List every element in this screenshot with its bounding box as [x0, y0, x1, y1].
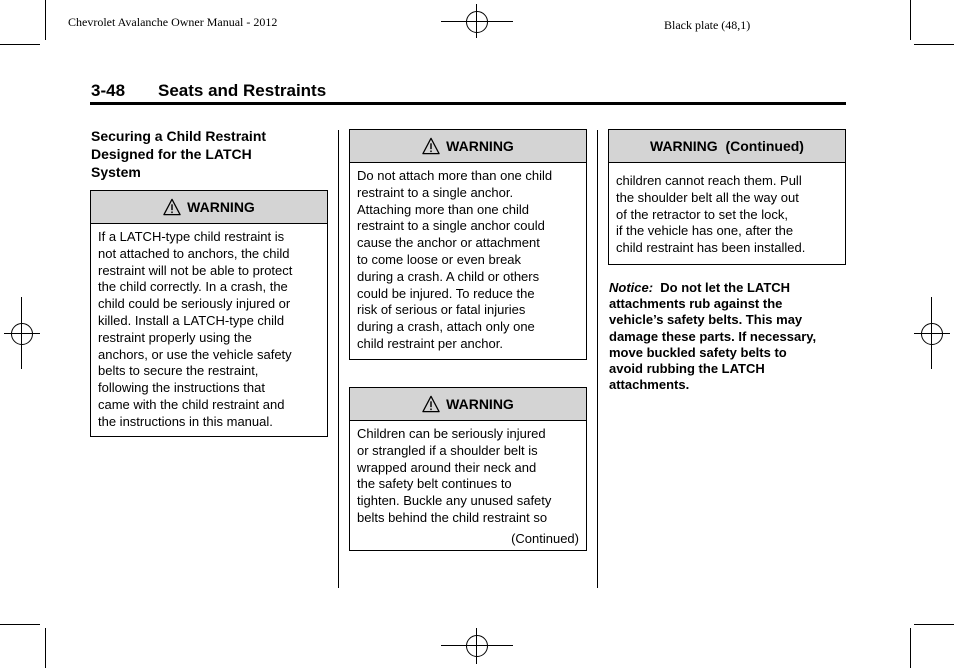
crop-mark-bottom-right-v: [910, 628, 911, 668]
warning-triangle-icon: [422, 395, 440, 413]
plate-label: Black plate (48,1): [664, 18, 751, 32]
warning-text: Do not attach more than one child restraint to a single anchor. Attaching more than one child restraint to a single anchor could cause the anchor or attachment to come loose or even break during a crash. A child or others could be injured. To reduce the risk of serious or fatal injuries during a crash, attach only one child restraint per anchor.: [357, 168, 553, 351]
column-divider-1: [338, 130, 339, 588]
notice-label: Notice:: [609, 280, 654, 295]
crop-mark-bottom-left-v: [45, 628, 46, 668]
warning-text: If a LATCH-type child restraint is not attached to anchors, the child restraint will not be able to protect the child correctly. In a crash, the child could be seriously injured or killed. Install a LATCH-type child restraint properly using the anchors, or use the vehicle safety belts to secure the restraint, following the instructions that came with the child restraint and the instructions in this manual.: [98, 229, 293, 429]
warning-header: [609, 130, 845, 163]
section-title: Seats and Restraints: [158, 81, 327, 100]
warning-header: [91, 191, 327, 224]
crop-mark-top-left-v: [45, 0, 46, 40]
warning-box-anchor: [349, 129, 587, 360]
crop-mark-top-right-h: [914, 44, 954, 45]
warning-text: children cannot reach them. Pull the shoulder belt all the way out of the retractor to set the lock, if the vehicle has one, after the child restraint has been installed.: [616, 173, 806, 256]
subheading: Securing a Child Restraint Designed for the LATCH System: [91, 128, 267, 180]
crop-mark-top-right-v: [910, 0, 911, 40]
warning-triangle-icon: [163, 198, 181, 216]
crop-mark-bottom-right-h: [914, 624, 954, 625]
page-number: 3-48: [91, 81, 126, 100]
warning-label: WARNING: [446, 138, 514, 154]
heading-rule: [90, 102, 846, 105]
warning-header: [350, 130, 586, 163]
notice-paragraph: [609, 280, 849, 393]
crop-mark-top-left-h: [0, 44, 40, 45]
warning-label: WARNING: [187, 199, 255, 215]
notice-text: Do not let the LATCH attachments rub against the vehicle’s safety belts. This may damage these parts. If necessary, move buckled safety belts to avoid rubbing the LATCH attachments.: [609, 280, 817, 393]
warning-text: Children can be seriously injured or strangled if a shoulder belt is wrapped around their neck and the safety belt continues to tighten. Buckle any unused safety belts behind the child restraint so: [357, 426, 552, 525]
warning-triangle-icon: [422, 137, 440, 155]
warning-label: WARNING (Continued): [650, 138, 804, 154]
warning-box-continued: [608, 129, 846, 265]
manual-title: Chevrolet Avalanche Owner Manual - 2012: [68, 15, 278, 29]
column-divider-2: [597, 130, 598, 588]
warning-header: [350, 388, 586, 421]
warning-label: WARNING: [446, 396, 514, 412]
crop-mark-bottom-left-h: [0, 624, 40, 625]
continued-label: (Continued): [511, 530, 579, 546]
warning-box-shoulder-belt: [349, 387, 587, 551]
warning-box-latch: [90, 190, 328, 437]
